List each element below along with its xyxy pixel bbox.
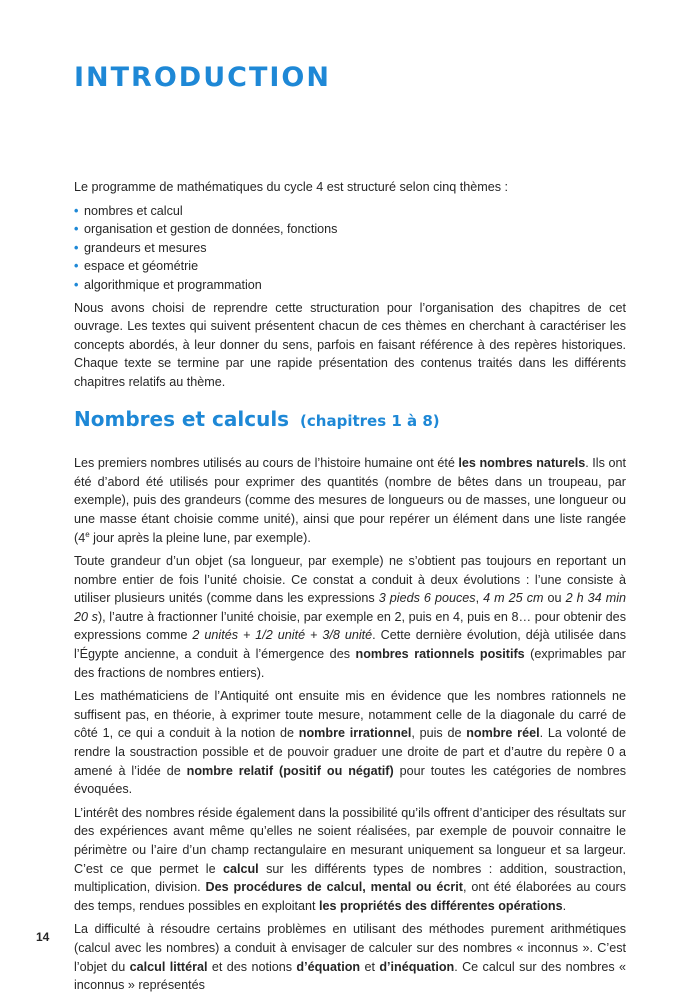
content-body <box>74 178 626 1000</box>
text-run: L’intérêt des nombres réside également dans la possibilité qu’ils offrent d’anticiper des résultats sur des expériences avant même qu’elles ne soient réalisées, par exemple de pouvoir connaitre le périmètre ou l’aire d’un champ rectangulaire en mesurant uniquement sa longueur et sa largeur. C’est ce que permet le <box>74 805 626 876</box>
italic-expression: 2 h 34 min 20 s <box>74 591 627 624</box>
italic-expression: 4 m 25 cm <box>483 591 544 606</box>
intro-lead: Le programme de mathématiques du cycle 4 est structuré selon cinq thèmes : <box>74 180 508 194</box>
bullet-icon: • <box>74 240 79 255</box>
intro-paragraph: Nous avons choisi de reprendre cette structuration pour l’organisation des chapitres de cet ouvrage. Les textes qui suivent présentent chacun de ces thèmes en cherchant à caractériser les concepts abordés, à leur donner du sens, parfois en faisant référence à des repères historiques. Chaque texte se termine par une rapide présentation des contenus traités dans les différents chapitres relatifs au thème. <box>74 300 626 389</box>
keyword: calcul <box>222 861 259 876</box>
keyword: nombre réel <box>466 726 540 741</box>
text-run: , puis de <box>411 726 467 741</box>
section-title: Nombres et calculs <box>74 406 290 431</box>
list-item-label: grandeurs et mesures <box>84 240 207 255</box>
paragraph-literal-calculation <box>74 920 626 994</box>
paragraph-irrational-numbers <box>74 687 626 799</box>
keyword: nombre irrationnel <box>298 726 412 741</box>
italic-expression: 2 unités + 1/2 unité + 3/8 unité <box>192 628 373 643</box>
text-run: . La volonté de rendre la soustraction possible et de pouvoir graduer une droite de part et d’autre du repère 0 a amené à l’idée de <box>74 726 627 778</box>
text-run: . Ils ont été d’abord été utilisés pour exprimer des quantités (nombre de bêtes dans un troupeau, par exemple), puis des grandeurs (comme des mesures de longueurs ou de masses, une longueur ou une masse étant choisie comme unité), ainsi que pour repérer un élément dans une liste rangée (4 <box>74 456 626 545</box>
list-item-label: espace et géométrie <box>84 259 199 274</box>
text-run: et des notions <box>207 959 297 974</box>
text-run: ), l’autre à fractionner l’unité choisie, par exemple en 2, puis en 4, puis en 8… pour obtenir des expressions comme <box>74 609 626 643</box>
text-run: La difficulté à résoudre certains problèmes en utilisant des méthodes purement arithmétiques (calcul avec les nombres) a conduit à envisager de calculer sur des nombres « inconnus ». C’est l’objet du <box>74 922 626 974</box>
list-item <box>74 239 626 258</box>
keyword: nombres rationnels positifs <box>355 647 525 662</box>
bullet-icon: • <box>74 222 79 237</box>
text-run: . Ce calcul sur des nombres « inconnus » représentés <box>74 959 626 993</box>
keyword: nombre relatif (positif ou négatif) <box>186 763 394 778</box>
text-run: (exprimables par des fractions de nombres entiers). <box>74 647 626 680</box>
list-item <box>74 202 626 221</box>
bullet-icon: • <box>74 259 79 274</box>
bullet-icon: • <box>74 203 79 218</box>
keyword: les nombres naturels <box>458 456 586 471</box>
keyword: d’équation <box>296 959 361 974</box>
keyword: les propriétés des différentes opérations <box>319 898 563 913</box>
bullet-icon: • <box>74 277 79 292</box>
paragraph-calculation <box>74 804 626 916</box>
list-item-label: nombres et calcul <box>84 203 183 218</box>
text-run: pour toutes les catégories de nombres évoquées. <box>74 763 626 797</box>
keyword: calcul littéral <box>129 959 208 974</box>
list-item <box>74 276 626 295</box>
text-run: . <box>562 898 567 913</box>
paragraph-rational-numbers <box>74 552 626 682</box>
keyword: Des procédures de calcul, mental ou écrit <box>205 880 463 895</box>
italic-expression: 3 pieds 6 pouces <box>378 591 476 606</box>
page-number: 14 <box>36 930 50 944</box>
list-item <box>74 257 626 276</box>
superscript: e <box>85 529 90 539</box>
text-run: , ont été élaborées au cours des temps, rendues possibles en exploitant <box>74 880 626 913</box>
paragraph-natural-numbers <box>74 454 626 547</box>
text-run: , <box>475 591 484 606</box>
list-item-label: organisation et gestion de données, fonctions <box>84 222 338 237</box>
section-heading <box>74 406 626 431</box>
theme-list <box>74 202 626 295</box>
text-run: . Cette dernière évolution, déjà utilisée dans l’Égypte ancienne, a conduit à l’émergence des <box>74 628 626 662</box>
text-run: jour après la pleine lune, par exemple). <box>89 530 311 545</box>
list-item-label: algorithmique et programmation <box>84 277 262 292</box>
page-title: INTRODUCTION <box>74 62 331 93</box>
section-subtitle: (chapitres 1 à 8) <box>300 411 440 430</box>
text-run: ou <box>543 591 566 606</box>
text-run: sur les différents types de nombres : addition, soustraction, multiplication, division. <box>74 861 626 895</box>
text-run: Les mathématiciens de l’Antiquité ont ensuite mis en évidence que les nombres rationnels ne suffisent pas, en théorie, à exprimer toute mesure, notamment celle de la diagonale du carré de côté 1, ce qui a conduit à la notion de <box>74 689 626 741</box>
text-run: Toute grandeur d’un objet (sa longueur, par exemple) ne s’obtient pas toujours en reportant un nombre entier de fois l’unité choisie. Ce constat a conduit à deux évolutions : l’une consiste à utiliser plusieurs unités (comme dans les expressions <box>74 554 626 606</box>
keyword: d’inéquation <box>379 959 455 974</box>
list-item <box>74 220 626 239</box>
text-run: Les premiers nombres utilisés au cours de l’histoire humaine ont été <box>74 456 459 471</box>
text-run: et <box>360 959 380 974</box>
